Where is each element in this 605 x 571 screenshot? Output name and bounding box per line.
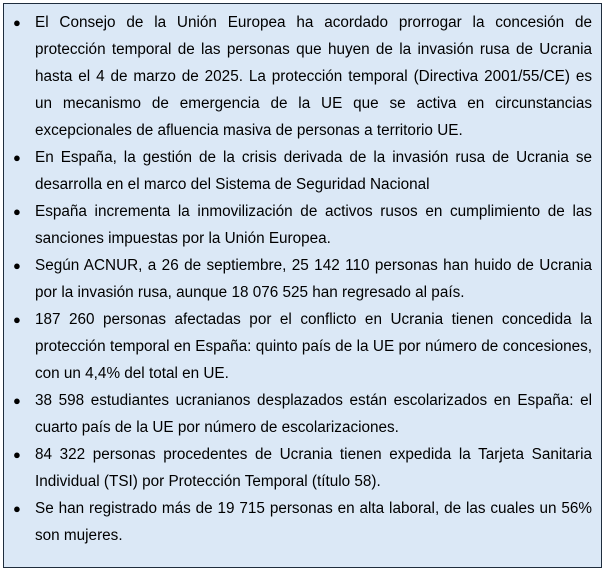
- list-item: [13, 9, 592, 144]
- list-item-text: 38 598 estudiantes ucranianos desplazados están escolarizados en España: el cuarto país de la UE por número de escolarizaciones.: [35, 392, 592, 436]
- bullet-icon: ●: [13, 204, 21, 219]
- list-item: [13, 441, 592, 495]
- list-item-text: Según ACNUR, a 26 de septiembre, 25 142 110 personas han huido de Ucrania por la invasión rusa, aunque 18 076 525 han regresado al país.: [35, 257, 592, 301]
- bullet-icon: ●: [13, 258, 21, 273]
- list-item-text: El Consejo de la Unión Europea ha acordado prorrogar la concesión de protección temporal de las personas que huyen de la invasión rusa de Ucrania hasta el 4 de marzo de 2025. La protección temporal (Directiva 2001/55/CE) es un mecanismo de emergencia de la UE que se activa en circunstancias excepcionales de afluencia masiva de personas a territorio UE.: [35, 14, 592, 139]
- list-item: [13, 144, 592, 198]
- list-item: [13, 198, 592, 252]
- list-item-text: En España, la gestión de la crisis derivada de la invasión rusa de Ucrania se desarrolla en el marco del Sistema de Seguridad Nacional: [35, 149, 592, 193]
- bullet-icon: ●: [13, 501, 21, 516]
- list-item: [13, 495, 592, 549]
- list-item-text: España incrementa la inmovilización de activos rusos en cumplimiento de las sanciones impuestas por la Unión Europea.: [35, 203, 592, 247]
- list-item: [13, 387, 592, 441]
- bullet-icon: ●: [13, 447, 21, 462]
- list-item: [13, 306, 592, 387]
- bullet-icon: ●: [13, 312, 21, 327]
- summary-box: [3, 3, 602, 568]
- list-item-text: Se han registrado más de 19 715 personas en alta laboral, de las cuales un 56% son mujeres.: [35, 500, 592, 544]
- list-item-text: 187 260 personas afectadas por el conflicto en Ucrania tienen concedida la protección temporal en España: quinto país de la UE por número de concesiones, con un 4,4% del total en UE.: [35, 311, 592, 382]
- list-item: [13, 252, 592, 306]
- bullet-icon: ●: [13, 15, 21, 30]
- list-item-text: 84 322 personas procedentes de Ucrania tienen expedida la Tarjeta Sanitaria Individual (TSI) por Protección Temporal (título 58).: [35, 446, 592, 490]
- bullet-icon: ●: [13, 150, 21, 165]
- bullet-icon: ●: [13, 393, 21, 408]
- bullet-list: [13, 9, 592, 549]
